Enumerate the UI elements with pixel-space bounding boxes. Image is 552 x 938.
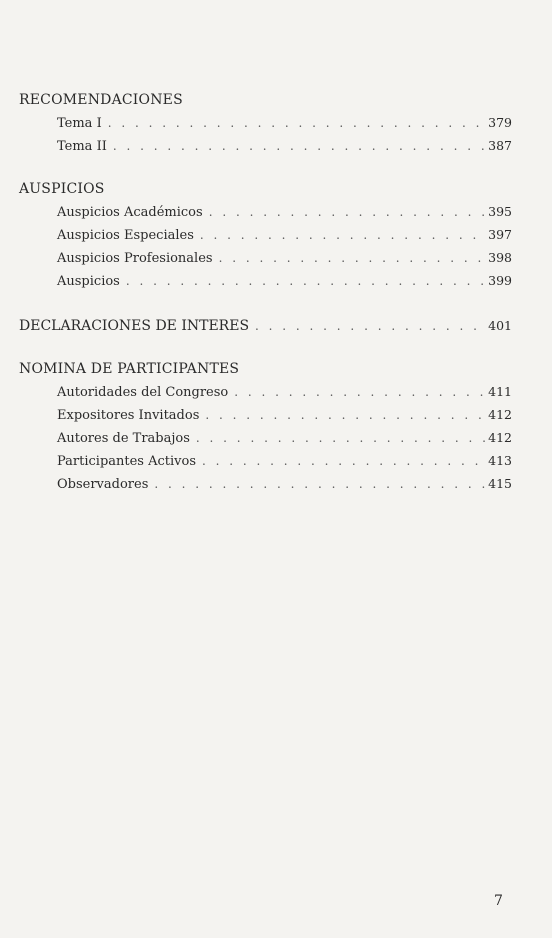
toc-entry-label: Auspicios Académicos [57,205,203,220]
toc-entry-page: 415 [488,476,512,491]
toc-entry-page: 413 [488,453,512,468]
toc-entry-label: Auspicios Profesionales [57,251,213,266]
toc-entry-label: Autoridades del Congreso [57,385,229,400]
toc-entry-page: 399 [488,273,512,288]
toc-entry-page: 401 [488,318,512,333]
toc-entry-label: Autores de Trabajos [57,431,190,446]
toc-entry-page: 412 [488,430,512,445]
toc-entry [19,380,512,403]
toc-entry-page: 387 [488,138,512,153]
dot-leader [234,381,486,404]
section-heading: AUSPICIOS [19,181,105,197]
toc-entry [19,223,512,246]
toc-entry-label: Auspicios [57,274,120,289]
toc-entry-page: 398 [488,250,512,265]
toc-entry-page: 397 [488,227,512,242]
dot-leader [205,404,486,427]
toc-entry [19,449,512,472]
toc-entry [19,111,512,134]
toc-entry-page: 395 [488,204,512,219]
section-heading: NOMINA DE PARTICIPANTES [19,361,240,377]
toc-entry-page: 412 [488,407,512,422]
dot-leader [126,270,486,293]
toc-entry-page: 379 [488,115,512,130]
page-number: 7 [494,893,503,909]
dot-leader [200,224,486,247]
section-heading: RECOMENDACIONES [19,92,183,108]
section-declaraciones [19,314,512,337]
toc-entry [19,403,512,426]
toc-entry-label: DECLARACIONES DE INTERES [19,318,250,334]
toc-entry-label: Auspicios Especiales [57,228,194,243]
toc-heading-entry [19,314,512,337]
toc-entry-label: Observadores [57,477,149,492]
section-recomendaciones [19,89,512,157]
toc-entry-page: 411 [488,384,512,399]
dot-leader [196,427,486,450]
toc-entry [19,134,512,157]
dot-leader [202,450,486,473]
toc-entry-label: Tema II [57,139,107,154]
dot-leader [219,247,487,270]
toc-entry [19,472,512,495]
toc-entry-label: Expositores Invitados [57,408,200,423]
section-auspicios [19,178,512,292]
toc-entry-label: Tema I [57,116,102,131]
dot-leader [108,112,486,135]
dot-leader [255,315,486,338]
dot-leader [154,473,486,496]
dot-leader [113,135,486,158]
toc-entry [19,269,512,292]
section-nomina [19,358,512,495]
dot-leader [209,201,486,224]
toc-entry [19,246,512,269]
toc-entry [19,426,512,449]
toc-entry-label: Participantes Activos [57,454,197,469]
toc-entry [19,200,512,223]
